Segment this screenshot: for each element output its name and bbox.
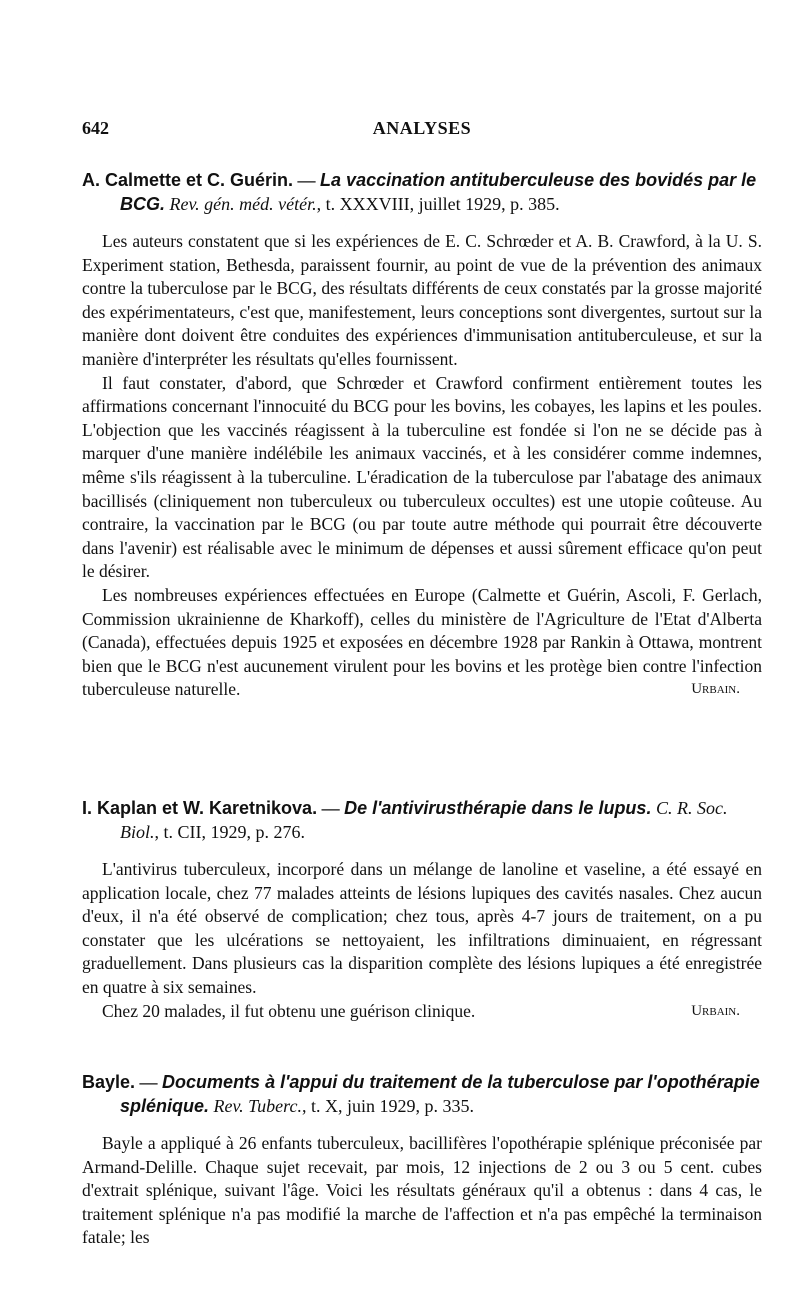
- citation-journal: Rev. gén. méd. vétér.: [169, 194, 317, 214]
- citation-reference: , t. X, juin 1929, p. 335.: [302, 1096, 475, 1116]
- citation: [82, 168, 762, 216]
- abstract-paragraph: L'antivirus tuberculeux, incorporé dans un mélange de lanoline et vaseline, a été essayé en application locale, chez 77 malades atteints de lésions lupiques des cavités nasales. Chez aucun d'eux, il n'a été observé de complication; chez tous, après 4-7 jours de traitement, on a pu constater que les ulcérations se nettoyaient, les infiltrations diminuaient, en régressant graduellement. Dans plusieurs cas la disparition complète des lésions lupiques a été enregistrée en quatre à six semaines.: [82, 859, 762, 997]
- citation-separator: —: [321, 798, 340, 818]
- citation: [82, 1070, 762, 1118]
- citation: [82, 796, 762, 844]
- abstract-paragraph: Il faut constater, d'abord, que Schrœder et Crawford confirment entièrement toutes les affirmations concernant l'innocuité du BCG pour les bovins, les cobayes, les lapins et les poules. L'objection que les vaccinés réagissent à la tuberculine est fondée si l'on ne se décide pas à marquer d'une manière indélébile les animaux vaccinés, et à les considérer comme indemnes, même s'ils réagissent à la tuberculine. L'éradication de la tuberculose par l'abatage des animaux bacillisés (cliniquement non tuberculeux ou tuberculeux occultes) est une utopie coûteuse. Au contraire, la vaccination par le BCG (ou par toute autre méthode qui pourrait être découverte dans l'avenir) est réalisable avec le minimum de dépenses et aussi sûrement efficace qu'on peut le désirer.: [82, 372, 762, 582]
- abstract-paragraph: [82, 1000, 762, 1024]
- abstract-paragraph: Bayle a appliqué à 26 enfants tuberculeux, bacillifères l'opothérapie splénique préconisée par Armand-Delille. Chaque sujet recevait, par mois, 12 injections de 2 ou 3 ou 5 cent. cubes d'extrait splénique, suivant l'âge. Voici les résultats généraux qu'il a obtenus : dans 4 cas, le traitement splénique n'a pas modifié la marche de l'affection et n'a pas empêché la terminaison fatale; les: [82, 1133, 762, 1248]
- abstract-paragraph: [82, 584, 762, 702]
- paragraph-text: Les nombreuses expériences effectuées en Europe (Calmette et Guérin, Ascoli, F. Gerlach, Commission ukrainienne de Kharkoff), celles du ministère de l'Agriculture de l'Etat d'Alberta (Canada), effectuées depuis 1925 et exposées en décembre 1928 par Rankin à Ottawa, montrent bien que le BCG n'est aucunement virulent pour les bovins et les protège bien contre l'infection tuberculeuse naturelle.: [82, 584, 762, 700]
- citation-reference: , t. XXXVIII, juillet 1929, p. 385.: [316, 194, 560, 214]
- citation-authors: I. Kaplan et W. Karetnikova.: [82, 798, 318, 818]
- paragraph-text: Chez 20 malades, il fut obtenu une guérison clinique.: [102, 1000, 476, 1021]
- citation-authors: A. Calmette et C. Guérin.: [82, 170, 294, 190]
- citation-title: Documents à l'appui du traitement de la tuberculose par l'opothérapie splénique.: [120, 1072, 760, 1116]
- abstract-entry: [82, 796, 762, 1023]
- citation-authors: Bayle.: [82, 1072, 136, 1092]
- abstract-entry: [82, 168, 762, 702]
- citation-title: De l'antivirusthérapie dans le lupus.: [344, 798, 652, 818]
- citation-journal: C. R. Soc. Biol.: [120, 798, 728, 842]
- citation-separator: —: [297, 170, 316, 190]
- page-header: [82, 118, 762, 148]
- page-number: 642: [82, 118, 109, 138]
- citation-reference: , t. CII, 1929, p. 276.: [154, 822, 305, 842]
- citation-title: La vaccination antituberculeuse des bovidés par le BCG.: [120, 170, 757, 214]
- running-head: ANALYSES: [372, 118, 472, 138]
- citation-journal: Rev. Tuberc.: [213, 1096, 302, 1116]
- reviewer-signature: Urbain.: [691, 681, 740, 698]
- abstract-paragraph: Les auteurs constatent que si les expériences de E. C. Schrœder et A. B. Crawford, à la U. S. Experiment station, Bethesda, paraissent fournir, au point de vue de la prévention des animaux contre la tuberculose par le BCG, des résultats différents de ceux constatés par la grosse majorité des expérimentateurs, c'est que, manifestement, leurs conceptions sont divergentes, surtout sur la manière dont doivent être conduites des expériences d'immunisation antituberculeuse, et sur la manière d'interpréter les résultats qu'elles fournissent.: [82, 231, 762, 369]
- reviewer-signature: Urbain.: [691, 1002, 740, 1019]
- citation-separator: —: [139, 1072, 158, 1092]
- abstract-entry: [82, 1070, 762, 1250]
